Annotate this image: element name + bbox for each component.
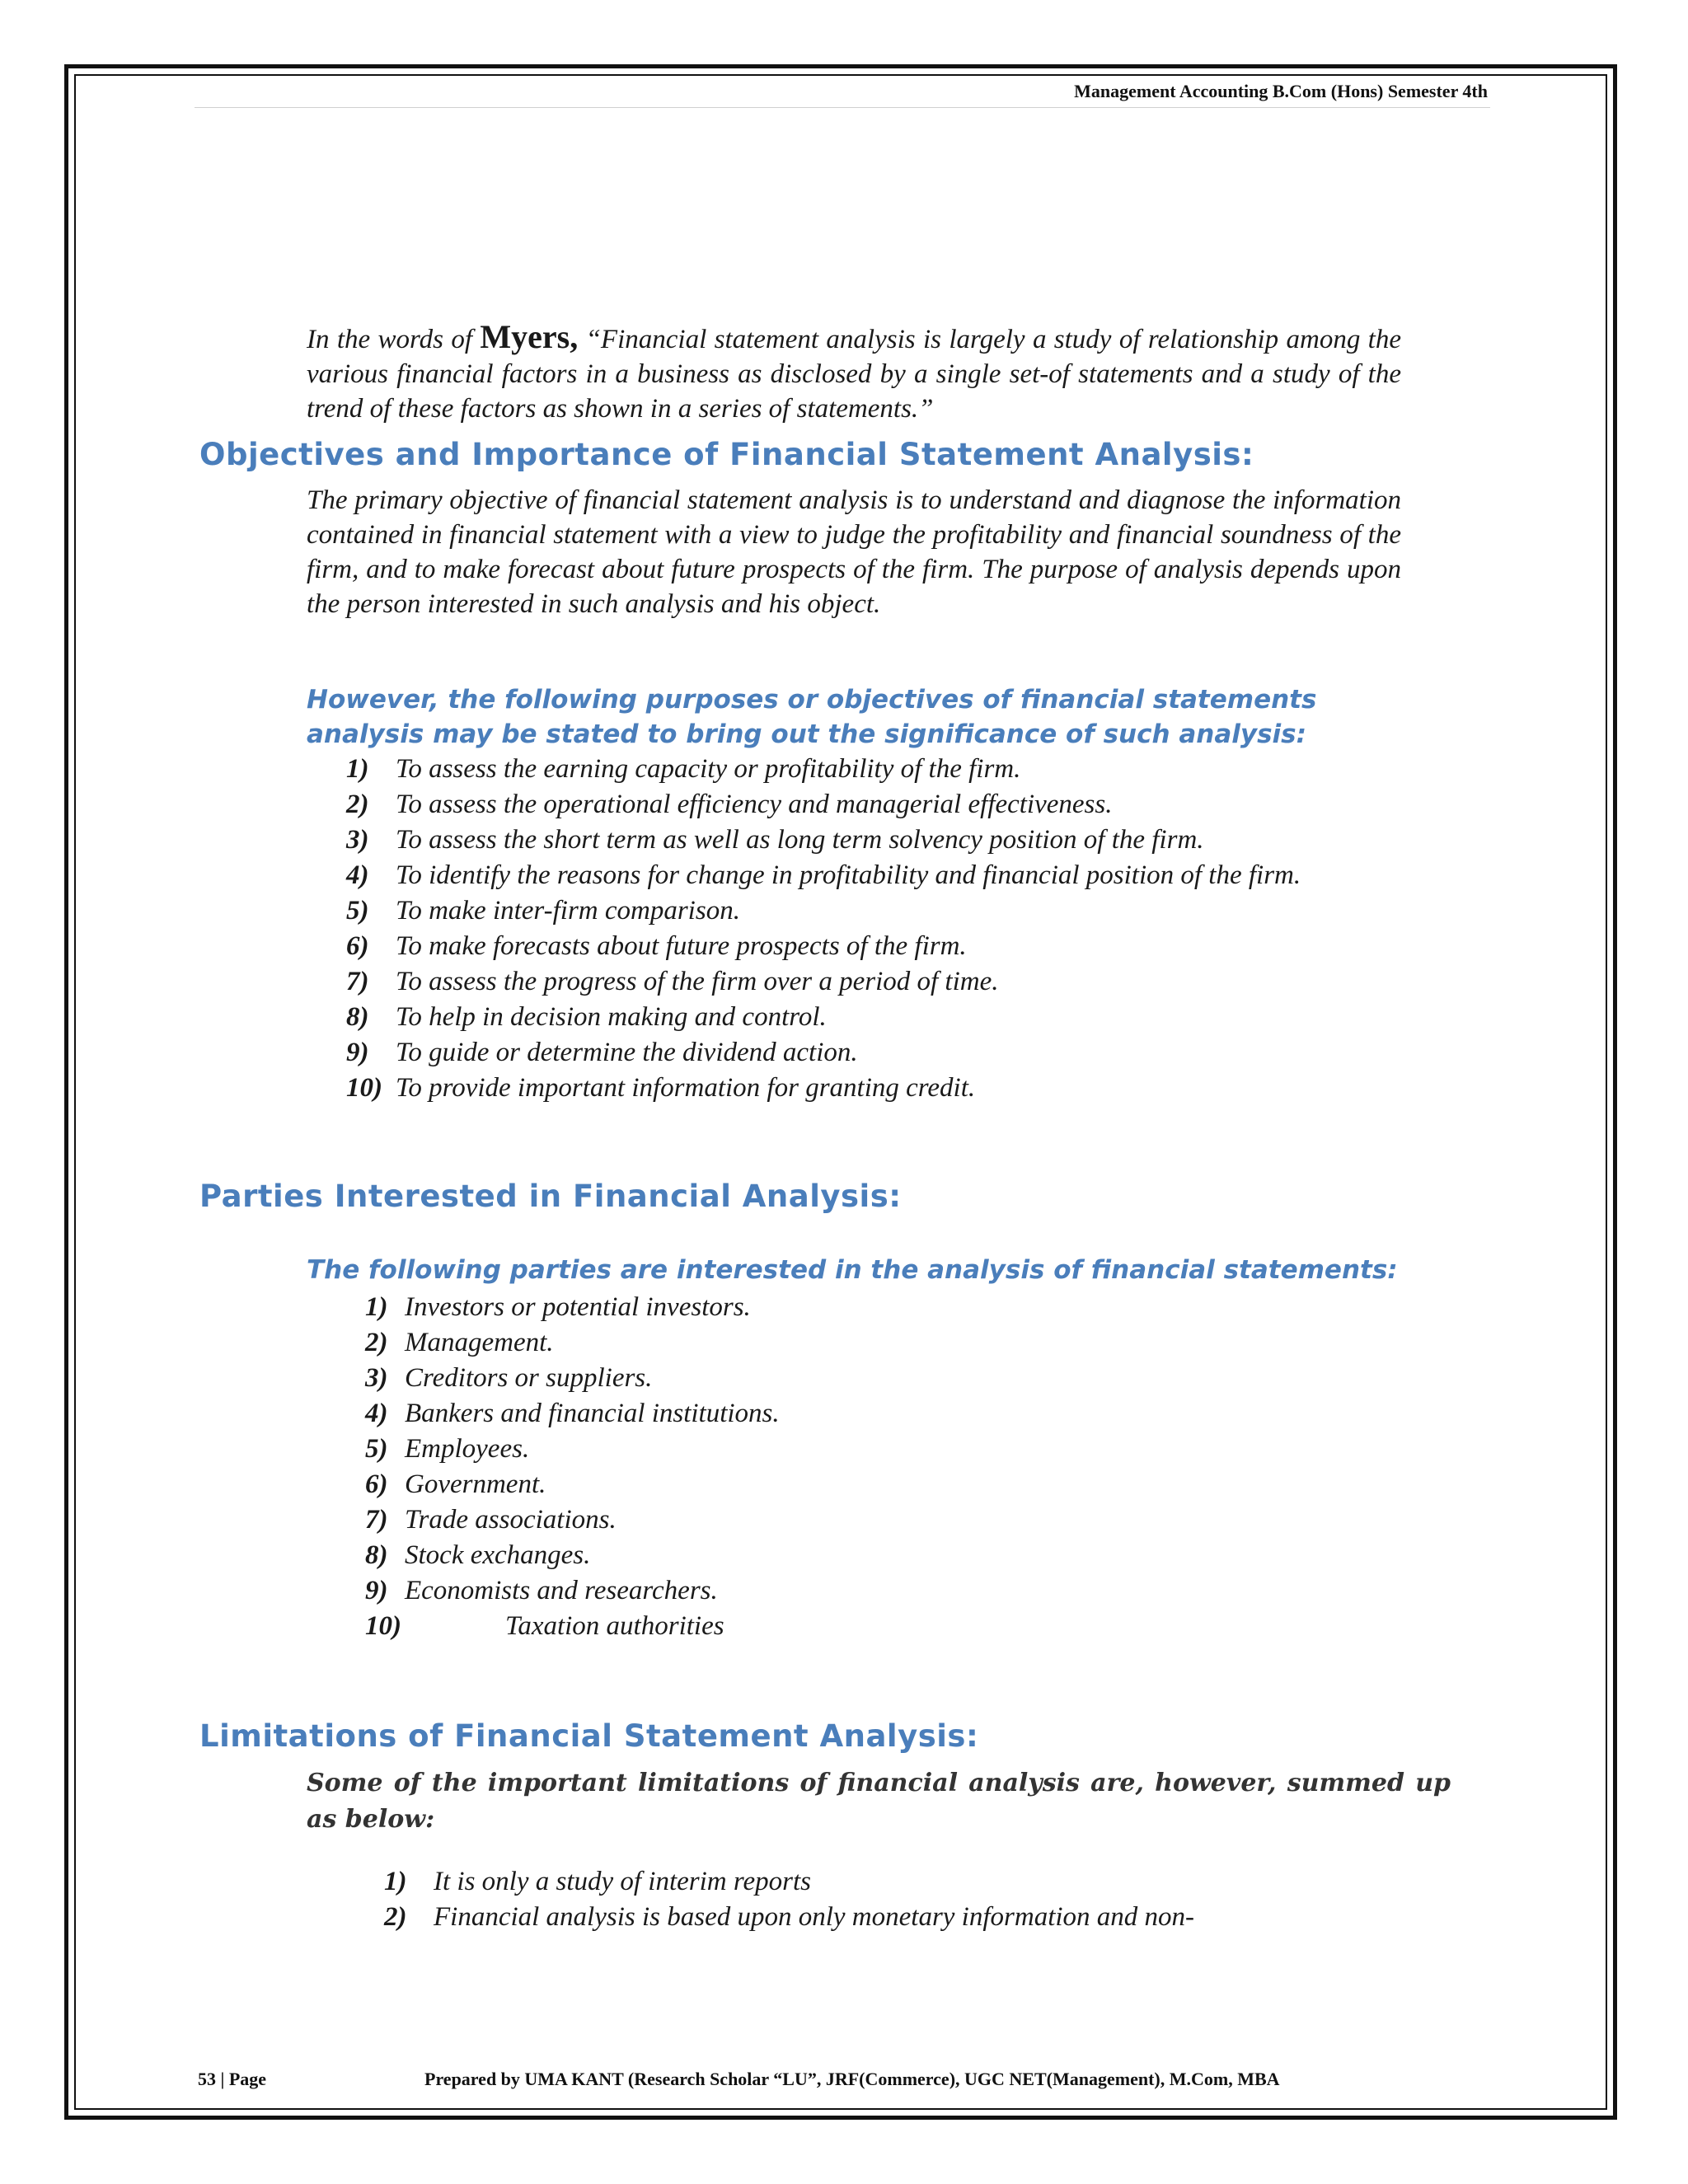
list-item-text: Investors or potential investors. xyxy=(405,1292,751,1322)
list-item-text: To assess the earning capacity or profitability of the firm. xyxy=(396,754,1021,784)
list-item xyxy=(365,1396,780,1432)
header-divider xyxy=(195,107,1490,108)
list-item-text: To assess the progress of the firm over a period of time. xyxy=(396,967,999,996)
list-item-text: Employees. xyxy=(405,1434,530,1464)
list-item xyxy=(346,929,1301,964)
list-item-number: 4) xyxy=(365,1399,388,1428)
list-item-number: 5) xyxy=(346,896,369,926)
list-item-text: Trade associations. xyxy=(405,1505,617,1535)
list-item-number: 3) xyxy=(365,1363,388,1393)
list-item-number: 2) xyxy=(365,1328,388,1357)
list-item-text: To identify the reasons for change in profitability and financial position of the firm. xyxy=(396,860,1301,890)
list-item-number: 10) xyxy=(365,1611,401,1641)
list-item xyxy=(346,858,1301,893)
quote-author: Myers, xyxy=(480,318,579,355)
list-item-text: Government. xyxy=(405,1469,546,1499)
limitations-heading: Limitations of Financial Statement Analysis: xyxy=(199,1718,979,1754)
list-item-number: 1) xyxy=(384,1867,407,1896)
list-item xyxy=(346,823,1301,858)
list-item xyxy=(346,1035,1301,1071)
list-item-text: To provide important information for granting credit. xyxy=(396,1073,976,1103)
objectives-subheading-line2: analysis may be stated to bring out the significance of such analysis: xyxy=(307,719,1307,749)
list-item-text: Financial analysis is based upon only monetary information and non- xyxy=(434,1902,1195,1932)
list-item xyxy=(346,1000,1301,1035)
list-item-number: 8) xyxy=(365,1540,388,1570)
page-header: Management Accounting B.Com (Hons) Semester 4th xyxy=(1074,81,1488,101)
list-item-number: 5) xyxy=(365,1434,388,1464)
list-item-number: 2) xyxy=(346,790,369,819)
list-item-text: Economists and researchers. xyxy=(405,1576,718,1605)
list-item xyxy=(365,1538,780,1573)
list-item-text: Taxation authorities xyxy=(505,1611,724,1641)
objectives-subheading xyxy=(307,682,1461,752)
list-item-number: 9) xyxy=(365,1576,388,1605)
list-item-number: 10) xyxy=(346,1073,382,1103)
list-item-number: 7) xyxy=(365,1505,388,1535)
list-item-number: 6) xyxy=(346,931,369,961)
list-item-number: 2) xyxy=(384,1902,407,1932)
list-item xyxy=(384,1900,1194,1935)
objectives-heading: Objectives and Importance of Financial Statement Analysis: xyxy=(199,437,1254,472)
quote-text: “Financial statement analysis is largely a study of relationship among the various financial factors in a business as disclosed by a single set-of statements and a study of the trend of these factors as shown in a series of statements.” xyxy=(307,325,1401,424)
list-item xyxy=(346,752,1301,787)
list-item-number: 1) xyxy=(346,754,369,784)
list-item-text: To help in decision making and control. xyxy=(396,1002,827,1032)
limitations-intro: Some of the important limitations of financial analysis are, however, summed up as below: xyxy=(307,1769,1451,1834)
objectives-list xyxy=(346,752,1301,1106)
list-item xyxy=(365,1290,780,1325)
list-item xyxy=(365,1573,780,1609)
list-item-text: To assess the short term as well as long term solvency position of the firm. xyxy=(396,825,1204,855)
objectives-paragraph: The primary objective of financial statement analysis is to understand and diagnose the information contained in financial statement with a view to judge the profitability and financial soundness of the firm, and to make forecast about future prospects of the firm. The purpose of analysis depends upon the person interested in such analysis and his object. xyxy=(307,485,1401,619)
list-item xyxy=(365,1609,780,1644)
list-item-text: Stock exchanges. xyxy=(405,1540,591,1570)
list-item xyxy=(365,1325,780,1361)
list-item-text: To make inter-firm comparison. xyxy=(396,896,740,926)
list-item-number: 3) xyxy=(346,825,369,855)
list-item xyxy=(346,1071,1301,1106)
list-item-number: 7) xyxy=(346,967,369,996)
list-item-number: 6) xyxy=(365,1469,388,1499)
list-item-text: To assess the operational efficiency and managerial effectiveness. xyxy=(396,790,1113,819)
parties-list xyxy=(365,1290,780,1644)
list-item xyxy=(365,1502,780,1538)
list-item-number: 8) xyxy=(346,1002,369,1032)
list-item xyxy=(365,1467,780,1502)
list-item-number: 9) xyxy=(346,1038,369,1067)
page-number: 53 | Page xyxy=(198,2069,267,2089)
list-item-number: 1) xyxy=(365,1292,388,1322)
quote-prefix: In the words of xyxy=(307,325,481,354)
parties-heading: Parties Interested in Financial Analysis: xyxy=(199,1179,902,1214)
list-item xyxy=(346,964,1301,1000)
list-item-text: To make forecasts about future prospects of the firm. xyxy=(396,931,967,961)
list-item xyxy=(384,1864,1194,1900)
list-item xyxy=(346,893,1301,929)
list-item-text: It is only a study of interim reports xyxy=(434,1867,812,1896)
objectives-subheading-line1: However, the following purposes or objectives of financial statements xyxy=(307,685,1317,715)
list-item-text: To guide or determine the dividend action. xyxy=(396,1038,858,1067)
list-item xyxy=(346,787,1301,823)
myers-quote xyxy=(307,320,1401,426)
parties-subheading: The following parties are interested in the analysis of financial statements: xyxy=(307,1255,1398,1285)
list-item-text: Creditors or suppliers. xyxy=(405,1363,653,1393)
list-item-text: Bankers and financial institutions. xyxy=(405,1399,780,1428)
limitations-list xyxy=(384,1864,1194,1935)
list-item-text: Management. xyxy=(405,1328,554,1357)
list-item xyxy=(365,1361,780,1396)
footer-credit: Prepared by UMA KANT (Research Scholar “LU”, JRF(Commerce), UGC NET(Management), M.Com, MBA xyxy=(424,2069,1280,2089)
list-item xyxy=(365,1432,780,1467)
list-item-number: 4) xyxy=(346,860,369,890)
